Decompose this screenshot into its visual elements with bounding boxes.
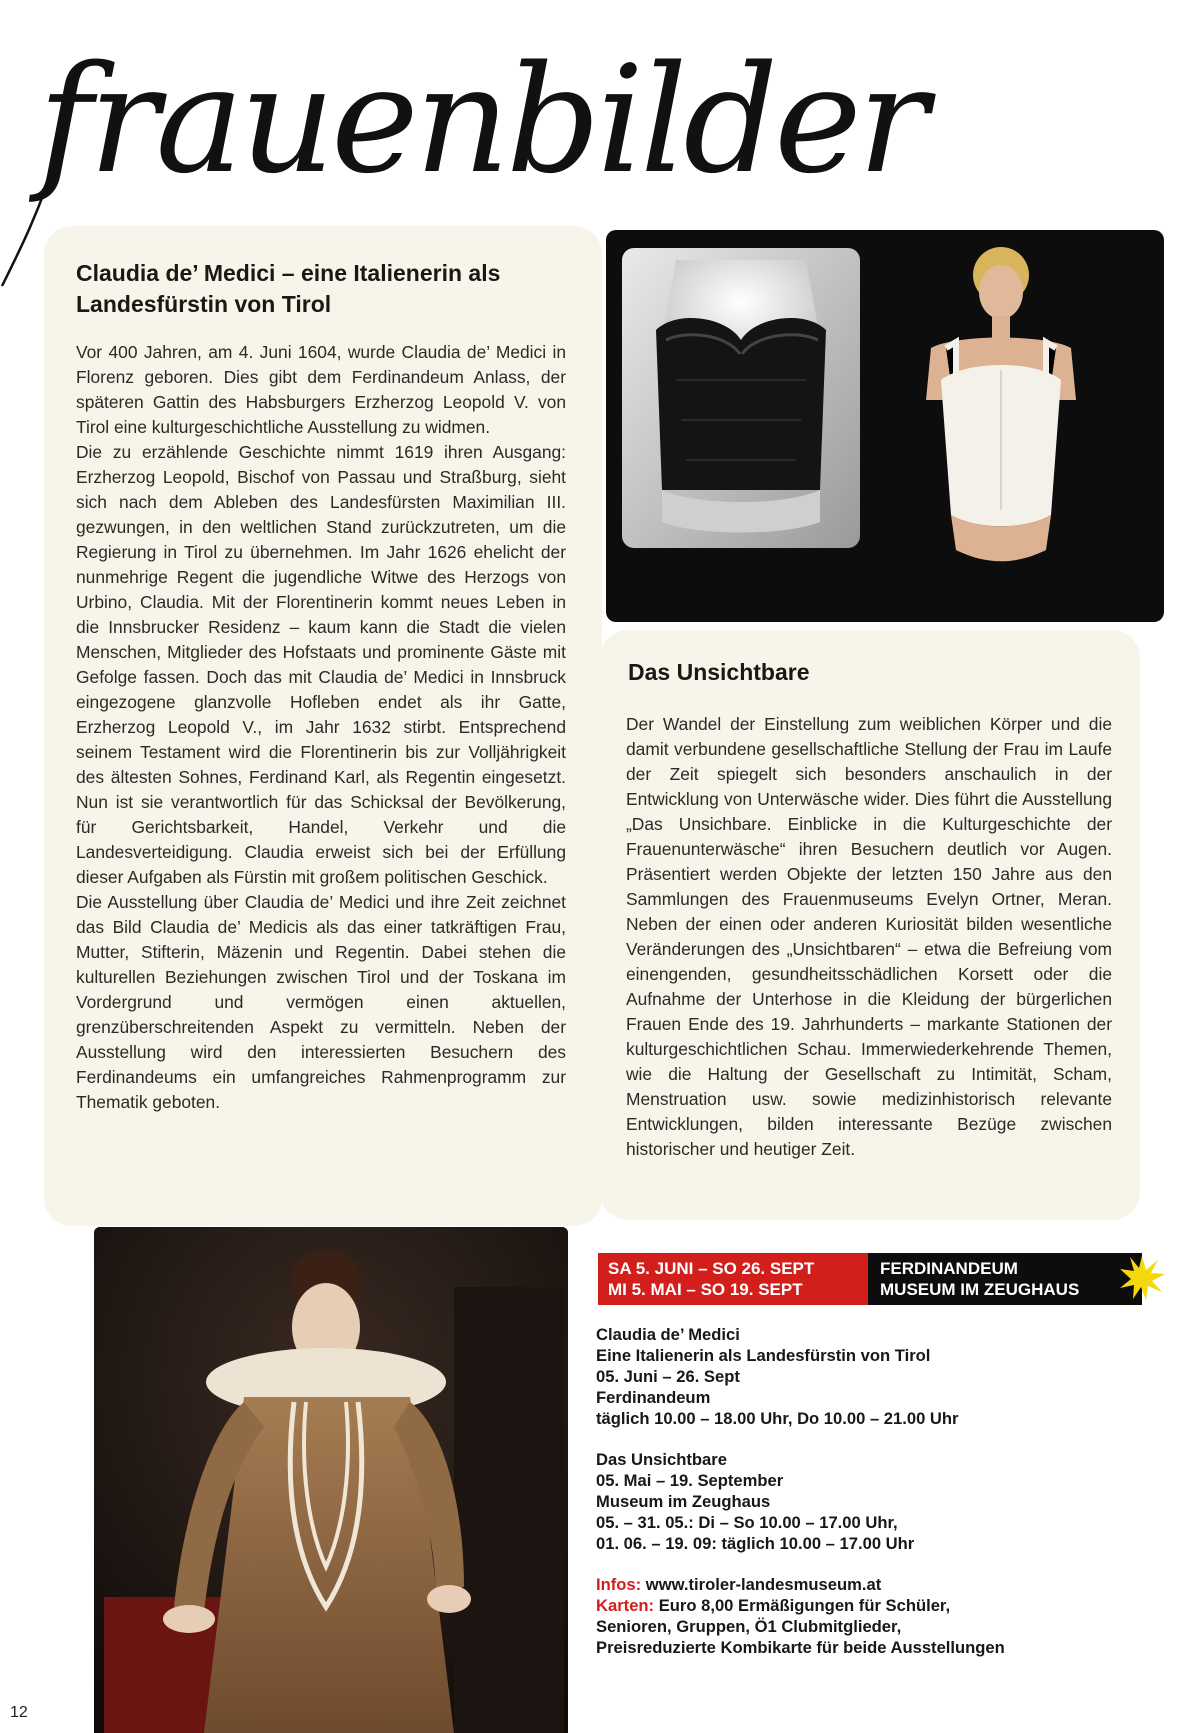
article2-body bbox=[626, 712, 1112, 1162]
article1-paragraph: Die zu erzählende Geschichte nimmt 1619 ihren Ausgang: Erzherzog Leopold, Bischof von Passau und Straßburg, sieht sich nach dem Ableben des Landesfürsten Maximilian III. gezwungen, in den weltlichen Stand zurückzutreten, um die Regierung in Tirol zu übernehmen. Im Jahr 1626 ehelicht der nunmehrige Regent die jugendliche Witwe des Herzogs von Urbino, Claudia. Mit der Florentinerin kommt neues Leben in die Innsbrucker Residenz – kaum kann die Stadt die vielen Menschen, Mitglieder des Hofstaats und prominente Gäste mit Gefolge fassen. Doch das mit Claudia de’ Medici in Innsbruck eingezogene glanzvolle Hofleben endet als ihr Gatte, Erzherzog Leopold V., im Jahr 1632 stirbt. Entsprechend seinem Testament wird die Florentinerin bis zur Volljährigkeit des ältesten Sohnes, Ferdinand Karl, als Regentin eingesetzt. Nun ist sie verantwortlich für das Schicksal der Bevölkerung, für Gerichtsbarkeit, Handel, Verkehr und die Landesverteidigung. Claudia erweist sich bei der Erfüllung dieser Aufgaben als Fürstin mit großem politischen Geschick. bbox=[76, 442, 566, 887]
infos-label: Infos: bbox=[596, 1575, 642, 1594]
portrait-illustration bbox=[94, 1227, 568, 1733]
article2-paragraph: Der Wandel der Einstellung zum weiblichen Körper und die damit verbundene gesellschaftliche Stellung der Frau im Laufe der Zeit spiegelt sich besonders anschaulich in der Entwicklung von Unterwäsche wider. Dies führt die Ausstellung „Das Unsichbare. Einblicke in die Kulturgeschichte der Frauenunterwäsche“ ihren Besuchern deutlich vor Augen. Präsentiert werden Objekte der letzten 150 Jahre aus den Sammlungen des Frauenmuseums Evelyn Ortner, Meran. Neben der einen oder anderen Kuriosität bilden wesentliche Veränderungen des „Unsichtbaren“ – etwa die Befreiung vom einengenden, gesundheitsschädlichen Korsett oder die Aufnahme der Unterhose in die Kleidung der bürgerlichen Frauen Ende des 19. Jahrhunderts – markante Stationen der kulturgeschichtlichen Schau. Immerwiederkehrende Themen, wie die Haltung der Gesellschaft zu Intimität, Scham, Menstruation usw. sowie medizinhistorisch relevante Entwicklungen, bilden interessante Bezüge zwischen historischer und heutiger Zeit. bbox=[626, 714, 1112, 1159]
exhibition-banner bbox=[598, 1253, 1142, 1305]
claudia-portrait-painting bbox=[94, 1227, 568, 1733]
starburst-icon bbox=[1118, 1254, 1166, 1302]
karten-label: Karten: bbox=[596, 1596, 655, 1615]
info-tickets: Infos: www.tiroler-landesmuseum.at Karten: Euro 8,00 Ermäßigungen für Schüler, Senioren, Gruppen, Ö1 Clubmitglieder, Preisreduzierte Kombikarte für beide Ausstellungen bbox=[596, 1575, 1005, 1657]
page-title: frauenbilder bbox=[38, 34, 925, 206]
banner-dates: SA 5. JUNI – SO 26. SEPT MI 5. MAI – SO 19. SEPT bbox=[598, 1253, 868, 1305]
infos-link[interactable]: www.tiroler-landesmuseum.at bbox=[641, 1575, 882, 1594]
banner-venues: FERDINANDEUM MUSEUM IM ZEUGHAUS bbox=[868, 1253, 1142, 1305]
info-unsichtbare: Das Unsichtbare 05. Mai – 19. September Museum im Zeughaus 05. – 31. 05.: Di – So 10.00 – 17.00 Uhr, 01. 06. – 19. 09: täglich 10.00 – 17.00 Uhr bbox=[596, 1450, 915, 1553]
info-claudia: Claudia de’ Medici Eine Italienerin als Landesfürstin von Tirol 05. Juni – 26. Sept Ferdinandeum täglich 10.00 – 18.00 Uhr, Do 10.00 – 21.00 Uhr bbox=[596, 1325, 959, 1428]
article1-paragraph: Die Ausstellung über Claudia de’ Medici und ihre Zeit zeichnet das Bild Claudia de’ Medicis als das einer tatkräftigen Frau, Mutter, Stifterin, Mäzenin und Regentin. Dabei stehen die kulturellen Beziehungen zwischen Tirol und der Toskana im Vordergrund und vermögen einen aktuellen, grenzüberschreitenden Aspekt zu vermitteln. Neben der Ausstellung wird den interessierten Besuchern des Ferdinandeums ein umfangreiches Rahmenprogramm zur Thematik geboten. bbox=[76, 892, 566, 1112]
article2-heading: Das Unsichtbare bbox=[628, 659, 810, 685]
lingerie-illustration bbox=[606, 230, 1164, 622]
article1-paragraph: Vor 400 Jahren, am 4. Juni 1604, wurde Claudia de’ Medici in Florenz geboren. Dies gibt dem Ferdinandeum Anlass, der späteren Gattin des Habsburgers Erzherzog Leopold V. von Tirol eine kulturgeschichtliche Ausstellung zu widmen. bbox=[76, 342, 566, 437]
lingerie-photo bbox=[606, 230, 1164, 622]
article1-heading: Claudia de’ Medici – eine Italienerin als Landesfürstin von Tirol bbox=[76, 260, 501, 317]
page-number: 12 bbox=[10, 1704, 28, 1721]
article1-body bbox=[76, 340, 566, 1115]
